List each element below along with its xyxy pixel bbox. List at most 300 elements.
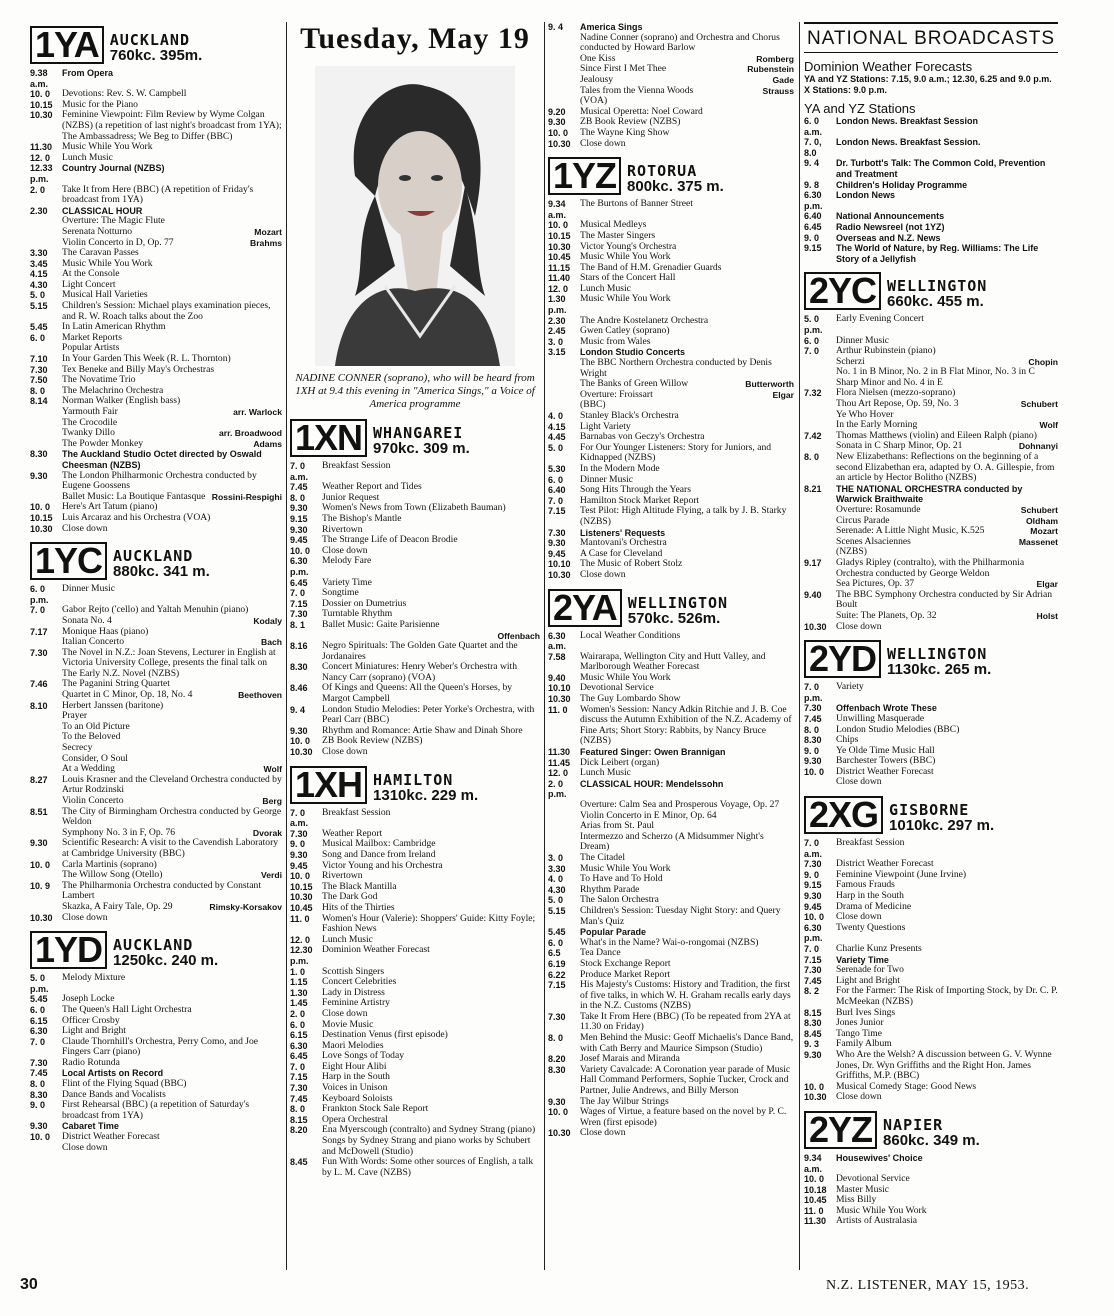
programme-title: The BBC Northern Orchestra conducted by Denis Wright — [580, 357, 772, 379]
programme-time — [30, 1143, 58, 1154]
programme-title: Variety Time — [322, 576, 372, 588]
programme-item — [30, 584, 282, 605]
programme-title: Feminine Artistry — [322, 997, 390, 1009]
programme-time: 9. 0 — [290, 839, 306, 850]
work-composer: Rimsky-Korsakov — [209, 901, 282, 912]
programme-line: To an Old Picture — [62, 720, 130, 732]
programme-item — [290, 683, 540, 704]
spacer — [804, 264, 1058, 268]
station-call: 2YA — [548, 589, 622, 627]
work-composer: Elgar — [772, 389, 794, 400]
programme-title: Songs by Sydney Strang and piano works by Schubert and McDowell (Studio) — [322, 1135, 531, 1157]
work-title: Overture: Rosamunde — [836, 504, 921, 515]
programme-title: Dossier on Dumetrius — [322, 597, 407, 609]
programme-item — [30, 301, 282, 322]
work-title: Yarmouth Fair — [62, 406, 118, 417]
programme-time: 10.18 — [804, 1184, 827, 1195]
programme-line: Secrecy — [62, 742, 93, 754]
programme-time — [290, 1136, 318, 1157]
programme-title: Overseas and N.Z. News — [836, 232, 941, 243]
programme-time: 7.30 — [30, 647, 48, 658]
programme-item — [290, 1157, 540, 1178]
programme-title: Joseph Locke — [62, 993, 115, 1005]
station-city: HAMILTON — [373, 770, 454, 789]
programme-title: The Philharmonia Orchestra conducted by Constant Lambert — [62, 879, 262, 902]
programme-item — [548, 358, 794, 379]
programme-time: 8. 0 — [548, 1033, 564, 1044]
programme-time: 8.16 — [290, 641, 308, 652]
weather-note: X Stations: 9.0 p.m. — [804, 84, 888, 95]
programme-title: For the Farmer: The Risk of Importing Stock, by Dr. C. P. McMeekan (NZBS) — [836, 985, 1058, 1007]
programme-title: Keyboard Soloists — [322, 1092, 393, 1104]
programme-title: A Case for Cleveland — [580, 547, 663, 559]
station-logo — [290, 763, 540, 805]
programme-item — [290, 514, 540, 525]
programme-time: 7. 0 a.m. — [290, 807, 309, 829]
programme-work — [30, 439, 282, 450]
programme-item — [30, 1058, 282, 1069]
work-composer: Elgar — [1036, 579, 1058, 590]
programme-time: 7.32 — [804, 388, 822, 399]
programme-title: Hamilton Stock Market Report — [580, 494, 700, 506]
programme-title: Nadine Conner (soprano) and Orchestra and Chorus conducted by Howard Barlow — [580, 31, 780, 54]
programme-item — [804, 1092, 1058, 1103]
programme-title: Breakfast Session — [322, 806, 391, 818]
programme-time: 7. 0 a.m. — [290, 461, 309, 482]
programme-time: 7.15 — [548, 980, 566, 991]
programme-time: 9.30 — [290, 850, 308, 860]
programme-time: 9.30 — [804, 756, 822, 767]
programme-time: 8. 0 — [290, 1104, 306, 1115]
programme-line: Consider, O Soul — [62, 752, 128, 764]
programme-time: 9.34 a.m. — [804, 1152, 823, 1174]
programme-time: 10.30 — [290, 892, 313, 903]
programme-title: Jones Junior — [836, 1017, 884, 1029]
work-composer: Romberg — [756, 53, 794, 64]
programme-item — [30, 1005, 282, 1016]
work-composer: Schubert — [1020, 505, 1058, 515]
programme-time: 9.20 — [548, 106, 566, 117]
national-item — [804, 243, 1058, 264]
programme-title: Eight Hour Alibi — [322, 1060, 387, 1072]
programme-time: 9.30 — [30, 1121, 48, 1132]
programme-time: 3.45 — [30, 258, 48, 269]
programme-time: 6.40 — [804, 211, 822, 222]
programme-time: 10.30 — [548, 694, 571, 705]
programme-time: 3. 0 — [548, 336, 564, 347]
programme-title: Miss Billy — [836, 1194, 877, 1206]
programme-item — [30, 881, 282, 902]
station-call: 2XG — [804, 796, 883, 834]
work-composer: Mozart — [254, 226, 282, 237]
programme-item — [290, 662, 540, 683]
programme-item — [30, 913, 282, 924]
programme-time: 8. 0 — [30, 1079, 46, 1090]
programme-time: 7.46 — [30, 679, 48, 690]
programme-item — [30, 163, 282, 184]
programme-time: 9.30 — [548, 1096, 566, 1107]
programme-item — [804, 944, 1058, 955]
programme-item — [804, 590, 1058, 611]
programme-item — [548, 779, 794, 800]
programme-title: Rhythm and Romance: Artie Shaw and Dinah Shore — [322, 724, 523, 736]
programme-title: First Rehearsal (BBC) (a repetition of Saturday's broadcast from 1YA) — [62, 1099, 250, 1121]
work-title: Serenata Notturno — [62, 225, 133, 237]
programme-time: 10.30 — [30, 912, 53, 923]
programme-time: 8.45 — [290, 1157, 308, 1168]
national-item — [804, 222, 1058, 233]
programme-time: 8.15 — [804, 1007, 822, 1018]
programme-title: Dinner Music — [580, 473, 634, 485]
programme-time: 5. 0 p.m. — [30, 973, 49, 994]
programme-line: Intermezzo and Scherzo (A Midsummer Night's Dream) — [580, 830, 764, 853]
page-number: 30 — [20, 1276, 38, 1293]
work-composer: Rossini-Respighi — [211, 491, 282, 502]
programme-title: Harp in the South — [322, 1071, 390, 1083]
weather-note: YA and YZ Stations: 7.15, 9.0 a.m.; 12.30, 6.25 and 9.0 p.m. — [804, 74, 1052, 84]
station-logo — [804, 272, 1058, 310]
programme-title: From Opera — [62, 68, 114, 78]
programme-time: 10.45 — [290, 902, 313, 913]
station-call: 1XH — [290, 766, 367, 804]
programme-work — [804, 367, 1058, 388]
station-city: ROTORUA — [627, 162, 698, 181]
programme-time: 12.33 p.m. — [30, 163, 53, 184]
programme-time: 6.30 p.m. — [290, 556, 309, 577]
programme-title: Burl Ives Sings — [836, 1006, 896, 1018]
station-frequency: 880kc. 341 m. — [113, 563, 210, 581]
programme-title: Dick Leibert (organ) — [580, 756, 660, 768]
programme-title: Of Kings and Queens: All the Queen's Horses, by Margot Campbell — [322, 682, 513, 705]
programme-time: 9.30 — [30, 838, 48, 849]
column-rule — [544, 22, 545, 1270]
station-info — [628, 595, 728, 627]
programme-title: The Burtons of Banner Street — [580, 198, 693, 210]
programme-title: Flint of the Flying Squad (BBC) — [62, 1078, 187, 1090]
column-2 — [290, 22, 540, 1178]
programme-title: Music While You Work — [62, 257, 153, 269]
spacer — [804, 1103, 1058, 1107]
programme-title: The Salon Orchestra — [580, 894, 659, 906]
programme-time: 8. 0 — [290, 492, 306, 503]
programme-item — [30, 524, 282, 535]
programme-title: The Wayne King Show — [580, 126, 670, 138]
programme-title: Close down — [836, 620, 882, 632]
programme-title: Ye Olde Time Music Hall — [836, 744, 935, 756]
programme-item — [30, 449, 282, 470]
programme-title: Scientific Research: A visit to the Cavendish Laboratory at Cambridge University (BBC) — [62, 837, 279, 859]
programme-item — [30, 185, 282, 206]
programme-title: Movie Music — [322, 1018, 374, 1030]
programme-item — [804, 986, 1058, 1007]
programme-title: Barchester Towers (BBC) — [836, 755, 936, 767]
programme-time: 5. 0 — [548, 442, 564, 453]
programme-title: America Sings — [580, 22, 643, 32]
programme-time: 12. 0 — [290, 934, 311, 945]
programme-title: Ballet Music: Gaite Parisienne — [322, 618, 440, 630]
station-call: 1YC — [30, 542, 107, 580]
station-frequency: 1130kc. 265 m. — [887, 661, 992, 679]
work-title: One Kiss — [580, 52, 616, 64]
programme-title: Drama of Medicine — [836, 900, 912, 912]
programme-item — [548, 128, 794, 139]
spacer — [30, 534, 282, 538]
programme-time: 10. 0 — [30, 89, 51, 100]
station-logo — [804, 796, 1058, 834]
programme-time: 1.15 — [290, 977, 308, 988]
spacer — [804, 788, 1058, 792]
programme-time: 9. 3 — [804, 1039, 820, 1050]
programme-title: Family Album — [836, 1038, 892, 1050]
programme-time: 8.20 — [290, 1125, 308, 1136]
programme-item — [548, 1107, 794, 1128]
programme-title: National Announcements — [836, 211, 945, 222]
programme-title: London Studio Melodies: Peter Yorke's Orchestra, with Pearl Carr (BBC) — [322, 703, 535, 726]
work-composer: Massenet — [1018, 536, 1058, 547]
programme-time: 6.30 — [290, 1040, 308, 1051]
programme-title: Voices in Unison — [322, 1082, 388, 1094]
programme-time: 3.30 — [548, 863, 566, 874]
programme-time: 8. 2 — [804, 986, 820, 997]
programme-title: Gabor Rejto ('cello) and Yaltah Menuhin (piano) — [62, 604, 249, 616]
programme-time: 11.45 — [548, 757, 571, 768]
programme-title: Hits of the Thirties — [322, 901, 395, 913]
programme-time: 9.40 — [804, 589, 822, 600]
programme-item — [548, 464, 794, 475]
programme-time: 6.15 — [290, 1030, 308, 1041]
programme-item — [30, 1100, 282, 1121]
programme-title: Lunch Music — [62, 151, 113, 163]
programme-time: 5.15 — [548, 905, 566, 916]
programme-time: 10. 0 — [548, 127, 569, 138]
programme-title: Victor Young's Orchestra — [580, 240, 677, 252]
programme-time: 6. 0 — [290, 1019, 306, 1030]
programme-item — [30, 471, 282, 492]
national-item — [804, 190, 1058, 211]
work-title: (NZBS) — [836, 546, 867, 558]
station-frequency: 570kc. 526m. — [627, 609, 721, 627]
work-composer: Kodaly — [253, 615, 282, 626]
programme-time: 9.45 — [290, 535, 308, 546]
programme-title: Herbert Janssen (baritone) — [62, 699, 164, 711]
column-rule — [286, 22, 287, 1270]
programme-title: The Auckland Studio Octet directed by Oswald Cheesman (NZBS) — [62, 449, 262, 470]
programme-title: Gladys Ripley (contralto), with the Philharmonia Orchestra conducted by George Weldon — [836, 556, 1025, 579]
programme-time: 2.30 — [30, 205, 48, 216]
work-title: Italian Concerto — [62, 636, 125, 648]
national-item — [804, 211, 1058, 222]
programme-title: Feminine Viewpoint: Film Review by Wyme Colgan (NZBS) (a repetition of last night's broadcast from 1YA); The Ambassadress; We Beg to Differ (BBC) — [62, 109, 282, 142]
programme-title: CLASSICAL HOUR — [62, 205, 143, 216]
portrait-photo — [315, 66, 515, 366]
station-city: WELLINGTON — [627, 593, 729, 612]
work-title: Overture: The Magic Flute — [62, 215, 165, 227]
programme-time: 6.5 — [548, 948, 561, 959]
programme-item — [290, 850, 540, 861]
programme-time: 7. 0 — [290, 588, 306, 599]
programme-title: Take It From Here (BBC) (To be repeated from 2YA at 11.30 on Friday) — [580, 1010, 791, 1033]
programme-time: 4.45 — [548, 432, 566, 443]
programme-time: 12.30 p.m. — [290, 945, 313, 966]
programme-title: London Studio Concerts — [580, 347, 685, 358]
programme-time: 3.15 — [548, 347, 566, 358]
programme-title: Stars of the Concert Hall — [580, 272, 676, 284]
work-composer: Brahms — [250, 237, 282, 248]
programme-time: 9.34 a.m. — [548, 199, 567, 220]
page-title: Tuesday, May 19 — [300, 22, 530, 55]
programme-time: 8. 0 — [804, 452, 820, 463]
programme-title: Music from Wales — [580, 335, 651, 347]
work-title: Scherzi — [836, 355, 865, 367]
programme-time: 7. 0 — [30, 1036, 46, 1047]
programme-time: 7.30 — [290, 1083, 308, 1094]
programme-item — [290, 641, 540, 662]
programme-title: District Weather Forecast — [836, 765, 934, 777]
programme-title: The Novel in N.Z.: Joan Stevens, Lecturer in English at Victoria University College, presents the final talk on The Early N.Z. Novel (NZBS) — [62, 646, 276, 679]
programme-title: Musical Mailbox: Cambridge — [322, 838, 436, 850]
programme-title: The Music of Robert Stolz — [580, 558, 683, 570]
programme-title: Close down — [322, 746, 368, 758]
programme-title: The Master Singers — [580, 229, 656, 241]
programme-title: Breakfast Session — [322, 460, 391, 471]
programme-time: 9. 8 — [804, 179, 820, 190]
programme-time: 10. 0 — [548, 1107, 569, 1118]
programme-time — [548, 358, 576, 379]
programme-item — [548, 652, 794, 673]
station-info — [887, 278, 987, 310]
programme-item — [290, 903, 540, 914]
programme-title: ZB Book Review (NZBS) — [322, 735, 423, 747]
work-composer: Wolf — [1039, 420, 1058, 431]
programme-item — [30, 513, 282, 524]
programme-time: 10.45 — [804, 1195, 827, 1206]
programme-title: Close down — [580, 568, 626, 580]
station-info — [883, 1117, 980, 1149]
station-city: AUCKLAND — [113, 547, 194, 566]
programme-title: Flora Nielsen (mezzo-soprano) — [836, 387, 956, 399]
programme-title: The Strange Life of Deacon Brodie — [322, 534, 458, 546]
work-title: (VOA) — [580, 95, 608, 107]
work-title: Suite: The Planets, Op. 32 — [836, 609, 937, 621]
programme-time: 7. 0 — [548, 495, 564, 506]
programme-time: 10.15 — [30, 99, 53, 110]
programme-time: 2. 0 p.m. — [548, 778, 567, 800]
programme-title: Feminine Viewpoint (June Irvine) — [836, 868, 967, 880]
programme-title: Close down — [322, 1007, 368, 1019]
programme-time: 8.46 — [290, 683, 308, 694]
programme-item — [290, 620, 540, 631]
work-composer: Verdi — [260, 870, 282, 881]
programme-title: Devotional Service — [836, 1173, 910, 1185]
programme-item — [548, 294, 794, 315]
programme-time: 10. 9 — [30, 880, 51, 891]
programme-time: 8.30 — [548, 1064, 566, 1075]
programme-time: 7.45 — [804, 975, 822, 986]
work-title: No. 1 in B Minor, No. 2 in B Flat Minor, No. 3 in C Sharp Minor and No. 4 in E — [836, 366, 1035, 388]
work-title: Jealousy — [580, 73, 614, 85]
national-item — [804, 116, 1058, 137]
station-logo — [30, 26, 282, 64]
column-rule — [799, 22, 800, 1270]
programme-item — [548, 231, 794, 242]
station-logo — [804, 1108, 1058, 1150]
programme-title: Ena Myerscough (contralto) and Sydney Strang (piano) — [322, 1124, 536, 1136]
station-call: 2YC — [804, 272, 881, 310]
programme-time: 6.30 a.m. — [548, 630, 567, 652]
programme-title: Weather Report and Tides — [322, 481, 422, 493]
programme-item — [548, 443, 794, 464]
programme-item — [548, 570, 794, 581]
programme-item — [290, 914, 540, 935]
programme-title: Scottish Singers — [322, 965, 385, 977]
station-call: 2YD — [804, 640, 881, 678]
work-composer: Beethoven — [238, 690, 282, 701]
programme-title: London News. Breakfast Session. — [836, 137, 981, 148]
programme-item — [804, 923, 1058, 944]
programme-time: 8.20 — [548, 1054, 566, 1065]
programme-title: Tex Beneke and Billy May's Orchestras — [62, 363, 215, 375]
programme-work — [548, 75, 794, 86]
work-title: (BBC) — [580, 399, 606, 411]
programme-title: Close down — [580, 1127, 626, 1139]
programme-title: Variety — [836, 681, 864, 693]
programme-title: Charlie Kunz Presents — [836, 943, 922, 954]
programme-title: Serenade for Two — [836, 964, 904, 976]
station-logo — [804, 640, 1058, 678]
programme-item — [548, 506, 794, 527]
programme-time: 9.30 — [548, 538, 566, 549]
programme-time: 10. 0 — [804, 912, 825, 923]
national-item — [804, 137, 1058, 158]
programme-title: Music for the Piano — [62, 98, 138, 110]
programme-time: 9.38 a.m. — [30, 68, 49, 89]
programme-time: 10.30 — [804, 621, 827, 632]
programme-item — [804, 452, 1058, 484]
programme-time: 8.27 — [30, 774, 48, 785]
work-composer: Offenbach — [497, 630, 540, 641]
work-title: Twanky Dillo — [62, 427, 115, 439]
programme-title: Opera Orchestral — [322, 1113, 388, 1125]
work-title: Sonata No. 4 — [62, 614, 112, 626]
programme-time: 8.30 — [30, 449, 48, 460]
station-call: 1XN — [290, 419, 367, 457]
station-logo — [548, 586, 794, 628]
work-title: Ballet Music: La Boutique Fantasque — [62, 490, 206, 502]
programme-title: Featured Singer: Owen Brannigan — [580, 747, 726, 758]
programme-time: 8.21 — [804, 483, 822, 494]
programme-item — [548, 768, 794, 779]
programme-title: Country Journal (NZBS) — [62, 163, 165, 174]
programme-title: Artists of Australasia — [836, 1215, 918, 1227]
programme-time: 7.45 — [290, 482, 308, 493]
programme-time: 7.30 — [548, 527, 566, 538]
programme-time: 9.15 — [804, 243, 822, 254]
programme-title: Lunch Music — [580, 767, 631, 779]
programme-title: Housewives' Choice — [836, 1152, 923, 1163]
programme-time: 7.50 — [30, 375, 48, 386]
programme-time: 9. 4 — [548, 22, 564, 32]
programme-item — [548, 1033, 794, 1054]
programme-title: THE NATIONAL ORCHESTRA conducted by Warwick Braithwaite — [836, 483, 1023, 505]
programme-title: Music While You Work — [62, 141, 153, 153]
photo-caption: NADINE CONNER (soprano), who will be heard from 1XH at 9.4 this evening in "America Sings," a Voice of America programme — [295, 372, 535, 410]
station-frequency: 860kc. 349 m. — [883, 1131, 980, 1149]
work-title: Serenade: A Little Night Music, K.525 — [836, 525, 985, 537]
work-title: Quartet in C Minor, Op. 18, No. 4 — [62, 689, 193, 701]
programme-title: Market Reports — [62, 331, 122, 343]
programme-item — [30, 68, 282, 89]
programme-title: Children's Holiday Programme — [836, 179, 968, 190]
